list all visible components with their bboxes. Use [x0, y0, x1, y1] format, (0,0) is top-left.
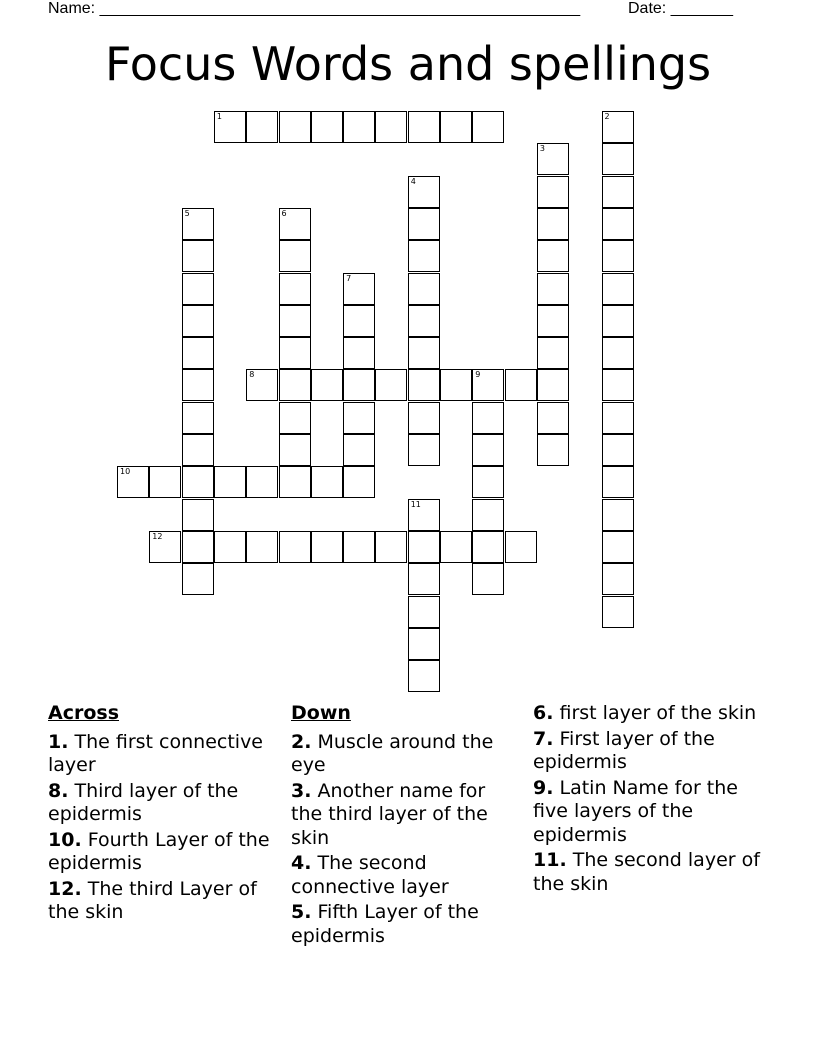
grid-cell[interactable] — [472, 466, 504, 498]
grid-cell[interactable] — [602, 111, 634, 143]
grid-cell[interactable] — [182, 402, 214, 434]
grid-cell[interactable] — [472, 111, 504, 143]
clue-text: first layer of the skin — [559, 702, 757, 724]
grid-cell[interactable] — [408, 596, 440, 628]
grid-cell[interactable] — [279, 337, 311, 369]
grid-cell[interactable] — [375, 369, 407, 401]
grid-cell[interactable] — [408, 111, 440, 143]
down-clue — [533, 777, 773, 848]
clue-number: 2. — [291, 730, 312, 753]
grid-cell[interactable] — [472, 563, 504, 595]
grid-cell[interactable] — [375, 531, 407, 563]
grid-cell[interactable] — [602, 466, 634, 498]
grid-cell[interactable] — [343, 305, 375, 337]
grid-cell[interactable] — [602, 596, 634, 628]
down-clue — [533, 728, 773, 775]
grid-cell[interactable] — [311, 531, 343, 563]
grid-cell[interactable] — [408, 660, 440, 692]
down-clue — [291, 852, 515, 899]
grid-cell[interactable] — [602, 208, 634, 240]
cell-number: 2 — [604, 112, 610, 121]
cell-number: 8 — [249, 370, 255, 380]
clue-number: 7. — [533, 727, 554, 750]
cell-number: 1 — [216, 112, 222, 121]
grid-cell[interactable] — [440, 531, 472, 563]
grid-cell[interactable] — [408, 369, 440, 401]
grid-cell[interactable] — [602, 434, 634, 466]
grid-cell[interactable] — [279, 111, 311, 143]
grid-cell[interactable] — [408, 176, 440, 208]
grid-cell[interactable] — [408, 499, 440, 531]
down-clue — [291, 731, 515, 778]
clue-number: 6. — [533, 702, 554, 724]
grid-cell[interactable] — [537, 273, 569, 305]
grid-cell[interactable] — [279, 369, 311, 401]
clue-number: 8. — [48, 779, 69, 802]
grid-cell[interactable] — [117, 466, 149, 498]
grid-cell[interactable] — [343, 434, 375, 466]
grid-cell[interactable] — [537, 176, 569, 208]
grid-cell[interactable] — [537, 402, 569, 434]
across-clue — [48, 878, 284, 925]
down-clue — [533, 849, 773, 896]
date-field-line: Date: _______ — [628, 0, 733, 17]
grid-cell[interactable] — [149, 466, 181, 498]
down-heading: Down — [291, 702, 351, 724]
grid-cell[interactable] — [246, 369, 278, 401]
grid-cell[interactable] — [602, 305, 634, 337]
grid-cell[interactable] — [537, 434, 569, 466]
grid-cell[interactable] — [311, 466, 343, 498]
clue-number: 11. — [533, 849, 567, 871]
grid-cell[interactable] — [343, 369, 375, 401]
grid-cell[interactable] — [214, 111, 246, 143]
grid-cell[interactable] — [602, 531, 634, 563]
grid-cell[interactable] — [182, 563, 214, 595]
grid-cell[interactable] — [375, 111, 407, 143]
grid-cell[interactable] — [343, 111, 375, 143]
grid-cell[interactable] — [311, 369, 343, 401]
grid-cell[interactable] — [602, 563, 634, 595]
grid-cell[interactable] — [279, 208, 311, 240]
cell-number: 10 — [120, 467, 131, 477]
grid-cell[interactable] — [472, 531, 504, 563]
grid-cell[interactable] — [182, 369, 214, 401]
grid-cell[interactable] — [537, 369, 569, 401]
cell-number: 4 — [410, 176, 416, 186]
grid-cell[interactable] — [537, 337, 569, 369]
grid-cell[interactable] — [602, 402, 634, 434]
cell-number: 5 — [184, 208, 190, 218]
grid-cell[interactable] — [537, 208, 569, 240]
grid-cell[interactable] — [182, 208, 214, 240]
across-clue — [48, 731, 284, 778]
grid-cell[interactable] — [602, 240, 634, 272]
grid-cell[interactable] — [602, 273, 634, 305]
grid-cell[interactable] — [343, 466, 375, 498]
grid-cell[interactable] — [343, 531, 375, 563]
cell-number: 12 — [152, 531, 163, 541]
grid-cell[interactable] — [537, 143, 569, 175]
name-field-line: Name: ______________________________________________________ — [48, 0, 581, 17]
clue-text: First layer of the epidermis — [533, 727, 715, 773]
grid-cell[interactable] — [182, 337, 214, 369]
grid-cell[interactable] — [408, 434, 440, 466]
clues-column-2 — [291, 702, 515, 950]
down-clue — [291, 780, 515, 851]
grid-cell[interactable] — [279, 434, 311, 466]
grid-cell[interactable] — [279, 240, 311, 272]
grid-cell[interactable] — [505, 369, 537, 401]
grid-cell[interactable] — [246, 111, 278, 143]
grid-cell[interactable] — [149, 531, 181, 563]
grid-cell[interactable] — [182, 240, 214, 272]
clues-column-3 — [533, 702, 773, 898]
grid-cell[interactable] — [408, 531, 440, 563]
grid-cell[interactable] — [408, 628, 440, 660]
grid-cell[interactable] — [472, 402, 504, 434]
grid-cell[interactable] — [472, 369, 504, 401]
clue-text: The first connective layer — [48, 730, 263, 776]
grid-cell[interactable] — [408, 337, 440, 369]
grid-cell[interactable] — [279, 402, 311, 434]
grid-cell[interactable] — [472, 434, 504, 466]
clue-text: Third layer of the epidermis — [48, 779, 239, 825]
across-heading: Across — [48, 702, 120, 724]
grid-cell[interactable] — [602, 176, 634, 208]
clue-text: The second connective layer — [291, 852, 449, 898]
grid-cell[interactable] — [279, 305, 311, 337]
grid-cell[interactable] — [408, 402, 440, 434]
grid-cell[interactable] — [408, 208, 440, 240]
grid-cell[interactable] — [472, 499, 504, 531]
grid-cell[interactable] — [279, 531, 311, 563]
clue-text: Fifth Layer of the epidermis — [291, 901, 479, 947]
cell-number: 3 — [539, 144, 545, 154]
grid-cell[interactable] — [311, 111, 343, 143]
down-clue — [291, 901, 515, 948]
across-clue — [48, 829, 284, 876]
clue-number: 12. — [48, 877, 82, 900]
grid-cell[interactable] — [537, 240, 569, 272]
clue-text: Latin Name for the five layers of the epidermis — [533, 776, 738, 846]
grid-cell[interactable] — [440, 111, 472, 143]
clues-column-1 — [48, 702, 284, 927]
grid-cell[interactable] — [182, 531, 214, 563]
page-title: Focus Words and spellings — [104, 37, 712, 91]
grid-cell[interactable] — [408, 240, 440, 272]
grid-cell[interactable] — [182, 305, 214, 337]
clue-text: Fourth Layer of the epidermis — [48, 828, 270, 874]
clue-number: 3. — [291, 779, 312, 802]
grid-cell[interactable] — [214, 466, 246, 498]
clue-number: 10. — [48, 828, 82, 851]
grid-cell[interactable] — [246, 531, 278, 563]
grid-cell[interactable] — [343, 402, 375, 434]
grid-cell[interactable] — [182, 434, 214, 466]
clue-number: 5. — [291, 901, 312, 923]
cell-number: 7 — [346, 273, 352, 283]
grid-cell[interactable] — [408, 305, 440, 337]
grid-cell[interactable] — [182, 273, 214, 305]
cell-number: 9 — [475, 370, 481, 380]
clue-text: The second layer of the skin — [533, 849, 760, 895]
grid-cell[interactable] — [602, 499, 634, 531]
grid-cell[interactable] — [408, 273, 440, 305]
grid-cell[interactable] — [602, 369, 634, 401]
grid-cell[interactable] — [343, 273, 375, 305]
clue-text: Muscle around the eye — [291, 730, 494, 776]
grid-cell[interactable] — [440, 369, 472, 401]
grid-cell[interactable] — [182, 499, 214, 531]
grid-cell[interactable] — [246, 466, 278, 498]
grid-cell[interactable] — [602, 143, 634, 175]
cell-number: 11 — [410, 499, 421, 509]
clue-number: 1. — [48, 730, 69, 753]
cell-number: 6 — [281, 208, 287, 218]
down-clue — [533, 702, 773, 726]
grid-cell[interactable] — [182, 466, 214, 498]
grid-cell[interactable] — [602, 337, 634, 369]
clue-number: 4. — [291, 852, 312, 874]
clue-number: 9. — [533, 776, 554, 799]
grid-cell[interactable] — [343, 337, 375, 369]
grid-cell[interactable] — [537, 305, 569, 337]
grid-cell[interactable] — [408, 563, 440, 595]
grid-cell[interactable] — [214, 531, 246, 563]
clue-text: The third Layer of the skin — [48, 877, 257, 923]
grid-cell[interactable] — [279, 273, 311, 305]
grid-cell[interactable] — [279, 466, 311, 498]
clue-text: Another name for the third layer of the skin — [291, 779, 488, 849]
across-clue — [48, 780, 284, 827]
grid-cell[interactable] — [505, 531, 537, 563]
